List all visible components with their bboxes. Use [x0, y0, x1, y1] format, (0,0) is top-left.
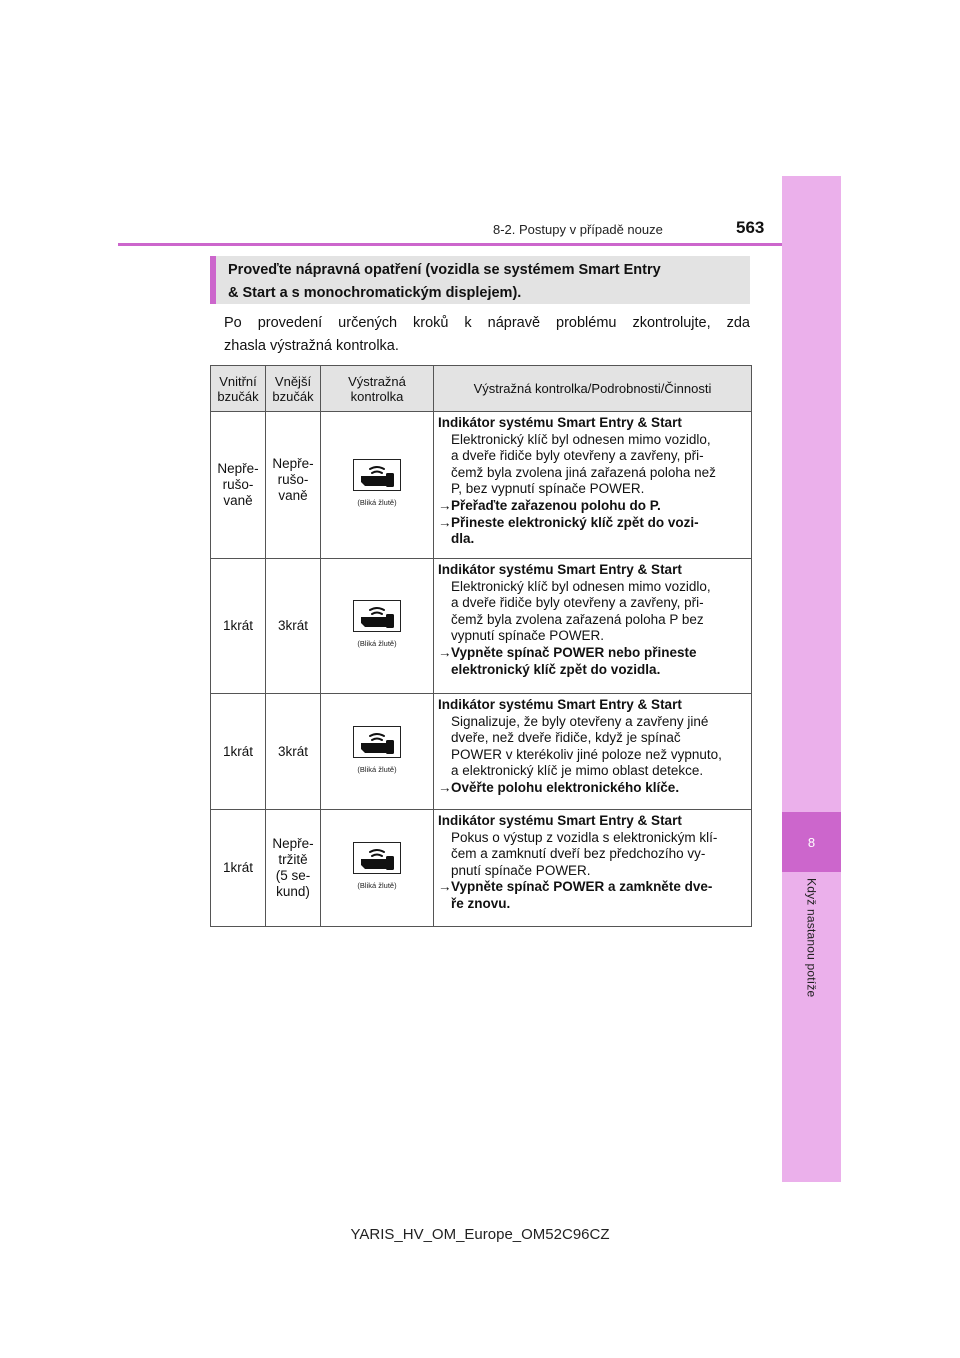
- header-rule: [118, 243, 782, 246]
- header-text: bzučák: [217, 388, 259, 404]
- arrow-icon: →: [438, 779, 452, 795]
- chapter-number: 8: [807, 834, 816, 850]
- smart-key-warning-icon: [353, 842, 401, 874]
- cell-text: 1krát: [222, 618, 253, 633]
- cell-text: 3krát: [277, 618, 308, 633]
- row-title: Indikátor systému Smart Entry & Start: [438, 813, 682, 828]
- page-number: 563: [736, 218, 765, 237]
- intro-line: Po provedení určených kroků k nápravě problému zkontrolujte, zda: [224, 315, 750, 331]
- action-text: ře znovu.: [451, 895, 511, 911]
- action-text: dla.: [451, 531, 475, 547]
- header-text: Vnější: [274, 373, 312, 389]
- chapter-number-tab: [782, 812, 841, 872]
- lamp-wrap: [321, 726, 433, 778]
- action-text: Přineste elektronický klíč zpět do vozi-: [451, 514, 699, 530]
- blink-label: (Bliká žlutě): [357, 498, 397, 507]
- arrow-icon: →: [438, 644, 452, 660]
- action-text: Vypněte spínač POWER nebo přineste: [451, 644, 697, 660]
- lamp-wrap: [321, 459, 433, 511]
- arrow-icon: →: [438, 879, 452, 895]
- warning-light-cell: [321, 694, 434, 810]
- detail-line: Elektronický klíč byl odnesen mimo vozidlo,: [451, 431, 711, 447]
- detail-line: čemž byla zvolena zařazená poloha P bez: [451, 611, 704, 627]
- cell-text: rušo-: [277, 472, 309, 487]
- table-row: [211, 559, 752, 694]
- detail-line: a dveře řidiče byly otevřeny a zavřeny, při-: [451, 595, 704, 611]
- blink-label: (Bliká žlutě): [357, 881, 397, 890]
- header-details: [434, 366, 752, 412]
- action-text: Ověřte polohu elektronického klíče.: [451, 779, 680, 795]
- lamp-wrap: [321, 842, 433, 894]
- table-row: [211, 810, 752, 927]
- document-footer-id: YARIS_HV_OM_Europe_OM52C96CZ: [350, 1226, 610, 1243]
- action-line: [438, 879, 749, 896]
- arrow-icon: →: [438, 497, 452, 513]
- external-buzzer-cell: [266, 559, 321, 694]
- detail-line: P, bez vypnutí spínače POWER.: [451, 481, 645, 497]
- external-buzzer-cell: [266, 810, 321, 927]
- chapter-label-container: [782, 878, 841, 1028]
- cell-text: vaně: [278, 488, 308, 503]
- internal-buzzer-cell: [211, 559, 266, 694]
- detail-line: čem a zamknutí dveří bez předchozího vy-: [451, 846, 706, 862]
- header-external-buzzer: [266, 366, 321, 412]
- internal-buzzer-cell: [211, 412, 266, 559]
- warning-light-cell: [321, 559, 434, 694]
- detail-line: pnutí spínače POWER.: [451, 862, 591, 878]
- action-text: Přeřaďte zařazenou polohu do P.: [451, 497, 661, 513]
- table-row: [211, 694, 752, 810]
- cell-text: 1krát: [222, 743, 253, 759]
- cell-text: rušo-: [222, 477, 254, 492]
- cell-text: vaně: [223, 493, 253, 508]
- cell-text: kund): [276, 884, 310, 899]
- warning-light-cell: [321, 412, 434, 559]
- cell-text: Nepře-: [217, 461, 259, 476]
- cell-text: Nepře-: [272, 456, 314, 471]
- section-title: 8-2. Postupy v případě nouze: [493, 222, 663, 237]
- arrow-icon: →: [438, 514, 452, 530]
- detail-line: Elektronický klíč byl odnesen mimo vozidlo,: [451, 578, 711, 594]
- details-cell: [434, 412, 752, 559]
- callout-line: & Start a s monochromatickým displejem).: [228, 285, 522, 301]
- action-line: [438, 780, 749, 797]
- cell-text: (5 se-: [275, 868, 311, 883]
- details-cell: [434, 810, 752, 927]
- internal-buzzer-cell: [211, 694, 266, 810]
- intro-line: zhasla výstražná kontrolka.: [224, 338, 399, 354]
- cell-text: Nepře-: [272, 836, 314, 851]
- action-line: [438, 645, 749, 662]
- detail-line: čemž byla zvolena jiná zařazená poloha než: [451, 464, 716, 480]
- external-buzzer-cell: [266, 694, 321, 810]
- warning-light-cell: [321, 810, 434, 927]
- cell-text: 3krát: [277, 743, 308, 759]
- details-cell: [434, 559, 752, 694]
- internal-buzzer-cell: [211, 810, 266, 927]
- header-warning-light: [321, 366, 434, 412]
- detail-line: Pokus o výstup z vozidla s elektronickým klí-: [451, 829, 718, 845]
- detail-line: dveře, než dveře řidiče, když je spínač: [451, 730, 681, 746]
- row-title: Indikátor systému Smart Entry & Start: [438, 697, 682, 712]
- header-text: kontrolka: [350, 388, 404, 404]
- row-title: Indikátor systému Smart Entry & Start: [438, 562, 682, 577]
- smart-key-warning-icon: [353, 600, 401, 632]
- warning-table: [210, 365, 752, 927]
- smart-key-warning-icon: [353, 459, 401, 491]
- detail-line: vypnutí spínače POWER.: [451, 628, 605, 644]
- cell-text: 1krát: [222, 860, 253, 875]
- detail-line: POWER v kterékoliv jiné poloze než vypnuto,: [451, 746, 722, 762]
- header-text: Výstražná kontrolka/Podrobnosti/Činnosti: [473, 381, 712, 396]
- detail-line: Signalizuje, že byly otevřeny a zavřeny jiné: [451, 713, 709, 729]
- header-text: bzučák: [272, 388, 314, 404]
- callout-line: Proveďte nápravná opatření (vozidla se systémem Smart Entry: [228, 262, 661, 278]
- blink-label: (Bliká žlutě): [357, 764, 397, 774]
- blink-label: (Bliká žlutě): [357, 639, 397, 648]
- header-internal-buzzer: [211, 366, 266, 412]
- action-line: [438, 515, 749, 532]
- smart-key-warning-icon: [353, 726, 401, 758]
- header-text: Výstražná: [348, 373, 406, 389]
- table-row: [211, 412, 752, 559]
- instruction-callout: [210, 256, 750, 304]
- intro-paragraph: [224, 312, 750, 358]
- chapter-side-band: [782, 176, 841, 1182]
- action-text: elektronický klíč zpět do vozidla.: [451, 661, 661, 677]
- chapter-label: Když nastanou potíže: [804, 878, 819, 998]
- action-text: Vypněte spínač POWER a zamkněte dve-: [451, 879, 713, 895]
- cell-text: tržitě: [278, 852, 308, 867]
- action-line: [438, 498, 749, 515]
- detail-line: a elektronický klíč je mimo oblast detekce.: [451, 763, 704, 779]
- row-title: Indikátor systému Smart Entry & Start: [438, 415, 682, 430]
- lamp-wrap: [321, 600, 433, 652]
- external-buzzer-cell: [266, 412, 321, 559]
- detail-line: a dveře řidiče byly otevřeny a zavřeny, při-: [451, 448, 704, 464]
- header-text: Vnitřní: [219, 373, 257, 389]
- details-cell: [434, 694, 752, 810]
- table-header-row: [211, 366, 752, 412]
